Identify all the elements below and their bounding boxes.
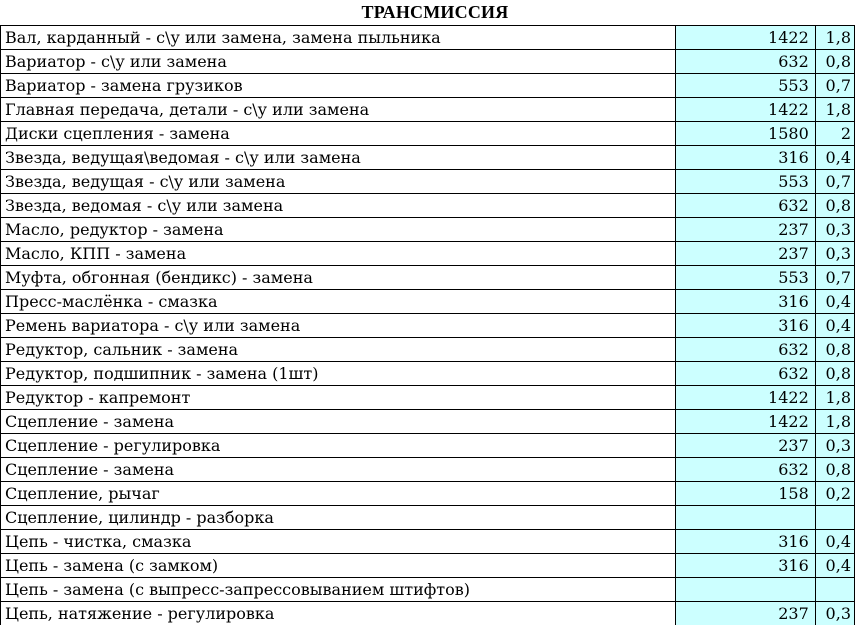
hours-cell[interactable]: 0,3: [815, 218, 854, 242]
hours-cell[interactable]: 0,8: [815, 50, 854, 74]
hours-cell[interactable]: 0,4: [815, 314, 854, 338]
table-row: [1, 578, 855, 602]
service-name-cell[interactable]: Вал, карданный - с\у или замена, замена пыльника: [1, 26, 676, 50]
service-name-cell[interactable]: Диски сцепления - замена: [1, 122, 676, 146]
table-row: [1, 74, 855, 98]
table-row: [1, 602, 855, 625]
hours-cell[interactable]: 2: [815, 122, 854, 146]
hours-cell[interactable]: 0,3: [815, 242, 854, 266]
price-cell[interactable]: 553: [675, 266, 815, 290]
hours-cell[interactable]: 0,8: [815, 338, 854, 362]
service-name-cell[interactable]: Масло, редуктор - замена: [1, 218, 676, 242]
price-cell[interactable]: 237: [675, 242, 815, 266]
service-name-cell[interactable]: Сцепление - замена: [1, 410, 676, 434]
hours-cell[interactable]: 0,8: [815, 458, 854, 482]
table-row: [1, 98, 855, 122]
price-cell[interactable]: 1422: [675, 410, 815, 434]
price-cell[interactable]: 316: [675, 290, 815, 314]
hours-cell[interactable]: 0,7: [815, 74, 854, 98]
hours-cell[interactable]: 0,4: [815, 530, 854, 554]
price-cell[interactable]: 316: [675, 554, 815, 578]
service-name-cell[interactable]: Сцепление, цилиндр - разборка: [1, 506, 676, 530]
table-row: [1, 218, 855, 242]
service-name-cell[interactable]: Вариатор - с\у или замена: [1, 50, 676, 74]
hours-cell[interactable]: [815, 578, 854, 602]
service-name-cell[interactable]: Звезда, ведомая - с\у или замена: [1, 194, 676, 218]
service-name-cell[interactable]: Цепь - чистка, смазка: [1, 530, 676, 554]
table-body: [1, 26, 855, 625]
price-cell[interactable]: 237: [675, 218, 815, 242]
hours-cell[interactable]: 0,2: [815, 482, 854, 506]
service-name-cell[interactable]: Главная передача, детали - с\у или замена: [1, 98, 676, 122]
price-cell[interactable]: 1422: [675, 386, 815, 410]
table-row: [1, 314, 855, 338]
price-cell[interactable]: 1422: [675, 26, 815, 50]
price-cell[interactable]: 1422: [675, 98, 815, 122]
service-name-cell[interactable]: Редуктор, подшипник - замена (1шт): [1, 362, 676, 386]
service-name-cell[interactable]: Сцепление, рычаг: [1, 482, 676, 506]
hours-cell[interactable]: 1,8: [815, 410, 854, 434]
table-row: [1, 506, 855, 530]
price-cell[interactable]: 158: [675, 482, 815, 506]
price-cell[interactable]: 632: [675, 50, 815, 74]
hours-cell[interactable]: 0,8: [815, 194, 854, 218]
hours-cell[interactable]: 0,4: [815, 290, 854, 314]
section-title: ТРАНСМИССИЯ: [0, 0, 856, 25]
service-name-cell[interactable]: Сцепление - замена: [1, 458, 676, 482]
service-name-cell[interactable]: Масло, КПП - замена: [1, 242, 676, 266]
price-cell[interactable]: 632: [675, 362, 815, 386]
price-cell[interactable]: 553: [675, 74, 815, 98]
table-row: [1, 146, 855, 170]
hours-cell[interactable]: [815, 506, 854, 530]
hours-cell[interactable]: 0,8: [815, 362, 854, 386]
hours-cell[interactable]: 1,8: [815, 98, 854, 122]
table-row: [1, 122, 855, 146]
table-row: [1, 50, 855, 74]
table-row: [1, 338, 855, 362]
price-cell[interactable]: 237: [675, 602, 815, 625]
hours-cell[interactable]: 0,7: [815, 266, 854, 290]
service-name-cell[interactable]: Редуктор, сальник - замена: [1, 338, 676, 362]
service-name-cell[interactable]: Цепь - замена (с выпресс-запрессовыванием штифтов): [1, 578, 676, 602]
table-row: [1, 482, 855, 506]
price-cell[interactable]: 316: [675, 146, 815, 170]
service-name-cell[interactable]: Пресс-маслёнка - смазка: [1, 290, 676, 314]
price-cell[interactable]: 553: [675, 170, 815, 194]
service-name-cell[interactable]: Звезда, ведущая\ведомая - с\у или замена: [1, 146, 676, 170]
table-row: [1, 410, 855, 434]
price-cell[interactable]: 316: [675, 314, 815, 338]
hours-cell[interactable]: 0,4: [815, 554, 854, 578]
price-table: [0, 25, 855, 625]
table-row: [1, 290, 855, 314]
service-name-cell[interactable]: Вариатор - замена грузиков: [1, 74, 676, 98]
price-cell[interactable]: 1580: [675, 122, 815, 146]
table-row: [1, 530, 855, 554]
table-row: [1, 434, 855, 458]
hours-cell[interactable]: 0,3: [815, 434, 854, 458]
table-row: [1, 170, 855, 194]
hours-cell[interactable]: 0,4: [815, 146, 854, 170]
service-name-cell[interactable]: Звезда, ведущая - с\у или замена: [1, 170, 676, 194]
table-row: [1, 26, 855, 50]
price-cell[interactable]: 632: [675, 458, 815, 482]
service-name-cell[interactable]: Ремень вариатора - с\у или замена: [1, 314, 676, 338]
price-cell[interactable]: 632: [675, 194, 815, 218]
service-name-cell[interactable]: Муфта, обгонная (бендикс) - замена: [1, 266, 676, 290]
table-row: [1, 554, 855, 578]
price-cell[interactable]: 237: [675, 434, 815, 458]
service-name-cell[interactable]: Сцепление - регулировка: [1, 434, 676, 458]
hours-cell[interactable]: 1,8: [815, 386, 854, 410]
service-name-cell[interactable]: Цепь, натяжение - регулировка: [1, 602, 676, 625]
price-cell[interactable]: [675, 506, 815, 530]
table-row: [1, 458, 855, 482]
price-cell[interactable]: [675, 578, 815, 602]
hours-cell[interactable]: 0,3: [815, 602, 854, 625]
table-row: [1, 386, 855, 410]
price-cell[interactable]: 316: [675, 530, 815, 554]
service-name-cell[interactable]: Редуктор - капремонт: [1, 386, 676, 410]
table-row: [1, 242, 855, 266]
table-row: [1, 362, 855, 386]
hours-cell[interactable]: 1,8: [815, 26, 854, 50]
table-row: [1, 194, 855, 218]
service-name-cell[interactable]: Цепь - замена (с замком): [1, 554, 676, 578]
table-row: [1, 266, 855, 290]
hours-cell[interactable]: 0,7: [815, 170, 854, 194]
price-cell[interactable]: 632: [675, 338, 815, 362]
